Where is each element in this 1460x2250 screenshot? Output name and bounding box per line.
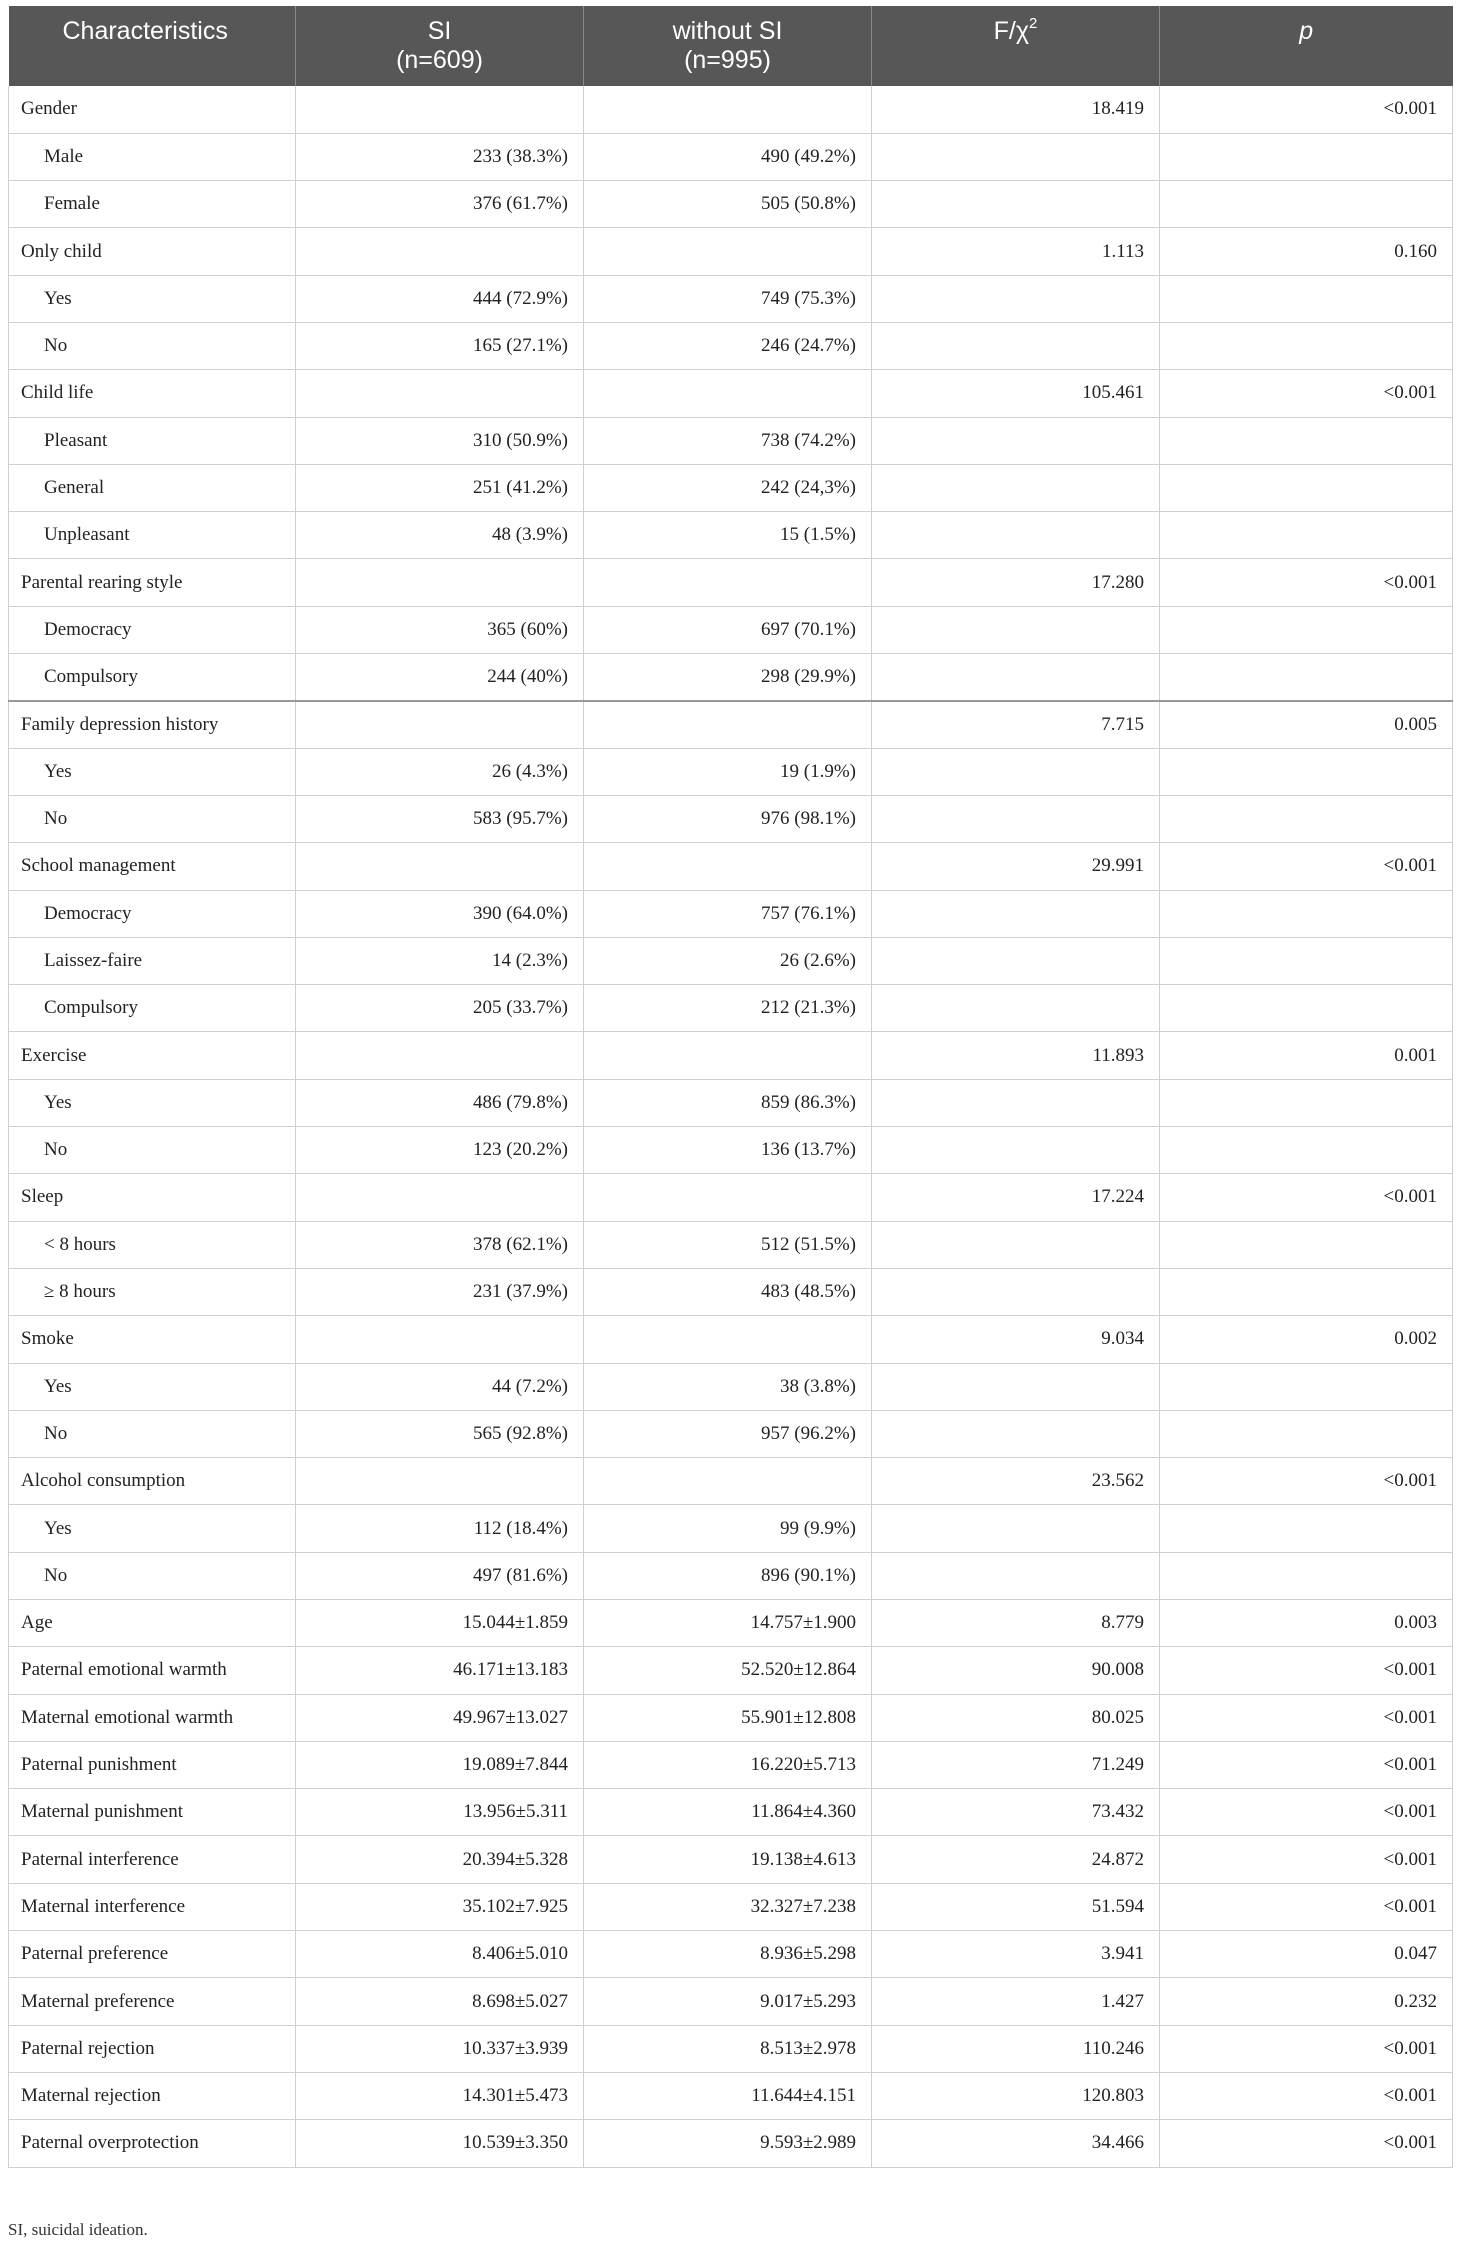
statistic-value-cell: 105.461: [872, 370, 1160, 417]
p-value-cell: [1160, 275, 1453, 322]
row-label-cell: Yes: [9, 1505, 296, 1552]
table-row: [9, 275, 1453, 322]
header-p-text: p: [1299, 17, 1314, 45]
table-row: [9, 1363, 1453, 1410]
without-si-value-cell: 483 (48.5%): [584, 1268, 872, 1315]
si-value-cell: 233 (38.3%): [296, 133, 584, 180]
statistic-value-cell: 29.991: [872, 843, 1160, 890]
table-row: [9, 985, 1453, 1032]
si-value-cell: 35.102±7.925: [296, 1883, 584, 1930]
header-statistic: [872, 6, 1160, 86]
without-si-value-cell: [584, 1458, 872, 1505]
p-value-cell: [1160, 512, 1453, 559]
si-value-cell: 49.967±13.027: [296, 1694, 584, 1741]
without-si-value-cell: 9.017±5.293: [584, 1978, 872, 2025]
row-label-cell: Gender: [9, 86, 296, 133]
si-value-cell: [296, 228, 584, 275]
statistic-value-cell: 34.466: [872, 2120, 1160, 2167]
si-value-cell: [296, 1174, 584, 1221]
header-characteristics-text: Characteristics: [62, 17, 228, 45]
without-si-value-cell: 490 (49.2%): [584, 133, 872, 180]
row-label-cell: Sleep: [9, 1174, 296, 1221]
statistic-value-cell: 1.113: [872, 228, 1160, 275]
table-row: [9, 512, 1453, 559]
si-value-cell: 376 (61.7%): [296, 181, 584, 228]
row-label-cell: Yes: [9, 1363, 296, 1410]
without-si-value-cell: [584, 1174, 872, 1221]
header-si: [296, 6, 584, 86]
p-value-cell: 0.232: [1160, 1978, 1453, 2025]
p-value-cell: 0.002: [1160, 1316, 1453, 1363]
si-value-cell: 565 (92.8%): [296, 1410, 584, 1457]
si-value-cell: [296, 1316, 584, 1363]
si-value-cell: 15.044±1.859: [296, 1600, 584, 1647]
p-value-cell: <0.001: [1160, 1883, 1453, 1930]
table-row: [9, 1931, 1453, 1978]
si-value-cell: 378 (62.1%): [296, 1221, 584, 1268]
statistic-value-cell: [872, 985, 1160, 1032]
statistic-value-cell: 80.025: [872, 1694, 1160, 1741]
table-row: [9, 654, 1453, 701]
p-value-cell: [1160, 1363, 1453, 1410]
p-value-cell: 0.001: [1160, 1032, 1453, 1079]
row-label-cell: No: [9, 795, 296, 842]
p-value-cell: 0.047: [1160, 1931, 1453, 1978]
without-si-value-cell: 19.138±4.613: [584, 1836, 872, 1883]
table-row: [9, 1552, 1453, 1599]
statistic-value-cell: 7.715: [872, 701, 1160, 748]
p-value-cell: <0.001: [1160, 559, 1453, 606]
p-value-cell: [1160, 1127, 1453, 1174]
statistic-value-cell: [872, 606, 1160, 653]
row-label-cell: Family depression history: [9, 701, 296, 748]
si-value-cell: 112 (18.4%): [296, 1505, 584, 1552]
row-label-cell: Unpleasant: [9, 512, 296, 559]
row-label-cell: Yes: [9, 748, 296, 795]
without-si-value-cell: [584, 1032, 872, 1079]
si-value-cell: 165 (27.1%): [296, 322, 584, 369]
without-si-value-cell: 505 (50.8%): [584, 181, 872, 228]
table-row: [9, 606, 1453, 653]
without-si-value-cell: 52.520±12.864: [584, 1647, 872, 1694]
si-value-cell: 44 (7.2%): [296, 1363, 584, 1410]
without-si-value-cell: 55.901±12.808: [584, 1694, 872, 1741]
p-value-cell: [1160, 133, 1453, 180]
header-p-value: [1160, 6, 1453, 86]
p-value-cell: [1160, 181, 1453, 228]
p-value-cell: [1160, 606, 1453, 653]
without-si-value-cell: 19 (1.9%): [584, 748, 872, 795]
p-value-cell: [1160, 1505, 1453, 1552]
without-si-value-cell: 298 (29.9%): [584, 654, 872, 701]
row-label-cell: Maternal preference: [9, 1978, 296, 2025]
table-row: [9, 1174, 1453, 1221]
without-si-value-cell: [584, 843, 872, 890]
table-row: [9, 1600, 1453, 1647]
si-value-cell: [296, 86, 584, 133]
without-si-value-cell: 26 (2.6%): [584, 937, 872, 984]
p-value-cell: <0.001: [1160, 2120, 1453, 2167]
table-row: [9, 1079, 1453, 1126]
without-si-value-cell: 15 (1.5%): [584, 512, 872, 559]
row-label-cell: Yes: [9, 275, 296, 322]
row-label-cell: Paternal preference: [9, 1931, 296, 1978]
without-si-value-cell: 212 (21.3%): [584, 985, 872, 1032]
p-value-cell: <0.001: [1160, 86, 1453, 133]
p-value-cell: [1160, 795, 1453, 842]
si-value-cell: 390 (64.0%): [296, 890, 584, 937]
row-label-cell: Alcohol consumption: [9, 1458, 296, 1505]
statistic-value-cell: [872, 890, 1160, 937]
without-si-value-cell: [584, 1316, 872, 1363]
row-label-cell: ≥ 8 hours: [9, 1268, 296, 1315]
statistic-value-cell: 120.803: [872, 2072, 1160, 2119]
p-value-cell: [1160, 654, 1453, 701]
without-si-value-cell: [584, 86, 872, 133]
row-label-cell: Smoke: [9, 1316, 296, 1363]
without-si-value-cell: 738 (74.2%): [584, 417, 872, 464]
without-si-value-cell: [584, 701, 872, 748]
statistic-value-cell: [872, 322, 1160, 369]
table-row: [9, 1694, 1453, 1741]
footnote: SI, suicidal ideation.: [8, 2220, 148, 2239]
row-label-cell: Compulsory: [9, 985, 296, 1032]
p-value-cell: [1160, 322, 1453, 369]
table-row: [9, 890, 1453, 937]
table-row: [9, 843, 1453, 890]
p-value-cell: [1160, 985, 1453, 1032]
without-si-value-cell: 99 (9.9%): [584, 1505, 872, 1552]
without-si-value-cell: 38 (3.8%): [584, 1363, 872, 1410]
statistic-value-cell: 71.249: [872, 1741, 1160, 1788]
table-row: [9, 1978, 1453, 2025]
statistic-value-cell: [872, 1363, 1160, 1410]
row-label-cell: Compulsory: [9, 654, 296, 701]
statistic-value-cell: [872, 937, 1160, 984]
statistic-value-cell: [872, 1410, 1160, 1457]
table-row: [9, 1647, 1453, 1694]
table-row: [9, 228, 1453, 275]
statistic-value-cell: [872, 1505, 1160, 1552]
table-row: [9, 937, 1453, 984]
without-si-value-cell: [584, 370, 872, 417]
si-value-cell: 583 (95.7%): [296, 795, 584, 842]
row-label-cell: Pleasant: [9, 417, 296, 464]
header-characteristics: [9, 6, 296, 86]
statistic-value-cell: 90.008: [872, 1647, 1160, 1694]
table-row: [9, 181, 1453, 228]
header-without-si: [584, 6, 872, 86]
p-value-cell: <0.001: [1160, 1836, 1453, 1883]
si-value-cell: 123 (20.2%): [296, 1127, 584, 1174]
table-row: [9, 2120, 1453, 2167]
without-si-value-cell: 246 (24.7%): [584, 322, 872, 369]
row-label-cell: School management: [9, 843, 296, 890]
p-value-cell: 0.160: [1160, 228, 1453, 275]
row-label-cell: Only child: [9, 228, 296, 275]
without-si-value-cell: 697 (70.1%): [584, 606, 872, 653]
si-value-cell: 19.089±7.844: [296, 1741, 584, 1788]
statistic-value-cell: 11.893: [872, 1032, 1160, 1079]
statistic-value-cell: 73.432: [872, 1789, 1160, 1836]
p-value-cell: [1160, 417, 1453, 464]
si-value-cell: [296, 1032, 584, 1079]
header-statistic-superscript: 2: [1029, 14, 1038, 32]
si-value-cell: 365 (60%): [296, 606, 584, 653]
table-row: [9, 701, 1453, 748]
p-value-cell: <0.001: [1160, 1741, 1453, 1788]
row-label-cell: Yes: [9, 1079, 296, 1126]
row-label-cell: General: [9, 464, 296, 511]
row-label-cell: Child life: [9, 370, 296, 417]
p-value-cell: [1160, 748, 1453, 795]
statistic-value-cell: 18.419: [872, 86, 1160, 133]
header-statistic-text: F/χ: [993, 17, 1029, 45]
p-value-cell: [1160, 890, 1453, 937]
p-value-cell: [1160, 464, 1453, 511]
without-si-value-cell: 757 (76.1%): [584, 890, 872, 937]
p-value-cell: [1160, 1552, 1453, 1599]
without-si-value-cell: 16.220±5.713: [584, 1741, 872, 1788]
si-value-cell: 26 (4.3%): [296, 748, 584, 795]
p-value-cell: <0.001: [1160, 1789, 1453, 1836]
row-label-cell: Maternal emotional warmth: [9, 1694, 296, 1741]
statistic-value-cell: [872, 133, 1160, 180]
p-value-cell: [1160, 937, 1453, 984]
p-value-cell: <0.001: [1160, 1458, 1453, 1505]
row-label-cell: Paternal emotional warmth: [9, 1647, 296, 1694]
si-value-cell: [296, 1458, 584, 1505]
table-row: [9, 417, 1453, 464]
row-label-cell: No: [9, 322, 296, 369]
p-value-cell: <0.001: [1160, 2072, 1453, 2119]
statistic-value-cell: [872, 795, 1160, 842]
si-value-cell: 8.406±5.010: [296, 1931, 584, 1978]
si-value-cell: 46.171±13.183: [296, 1647, 584, 1694]
statistic-value-cell: [872, 512, 1160, 559]
without-si-value-cell: 8.513±2.978: [584, 2025, 872, 2072]
statistic-value-cell: 1.427: [872, 1978, 1160, 2025]
table-header: [9, 6, 1453, 86]
without-si-value-cell: 242 (24,3%): [584, 464, 872, 511]
statistic-value-cell: [872, 1221, 1160, 1268]
table-row: [9, 1268, 1453, 1315]
without-si-value-cell: 32.327±7.238: [584, 1883, 872, 1930]
without-si-value-cell: 11.644±4.151: [584, 2072, 872, 2119]
si-value-cell: 10.539±3.350: [296, 2120, 584, 2167]
statistic-value-cell: [872, 654, 1160, 701]
without-si-value-cell: 8.936±5.298: [584, 1931, 872, 1978]
table-row: [9, 1836, 1453, 1883]
header-si-count: (n=609): [396, 46, 483, 74]
header-si-label: SI: [427, 17, 452, 45]
p-value-cell: <0.001: [1160, 843, 1453, 890]
statistic-value-cell: 110.246: [872, 2025, 1160, 2072]
statistic-value-cell: [872, 1552, 1160, 1599]
without-si-value-cell: 11.864±4.360: [584, 1789, 872, 1836]
statistic-value-cell: [872, 1268, 1160, 1315]
si-value-cell: 14.301±5.473: [296, 2072, 584, 2119]
table-row: [9, 559, 1453, 606]
si-value-cell: 10.337±3.939: [296, 2025, 584, 2072]
row-label-cell: Female: [9, 181, 296, 228]
statistic-value-cell: 17.280: [872, 559, 1160, 606]
table-row: [9, 1127, 1453, 1174]
statistic-value-cell: [872, 181, 1160, 228]
without-si-value-cell: 9.593±2.989: [584, 2120, 872, 2167]
p-value-cell: [1160, 1221, 1453, 1268]
row-label-cell: Maternal punishment: [9, 1789, 296, 1836]
row-label-cell: Paternal interference: [9, 1836, 296, 1883]
table-row: [9, 1741, 1453, 1788]
table-body: [9, 86, 1453, 2167]
without-si-value-cell: [584, 228, 872, 275]
p-value-cell: <0.001: [1160, 370, 1453, 417]
si-value-cell: 231 (37.9%): [296, 1268, 584, 1315]
table-row: [9, 1505, 1453, 1552]
si-value-cell: 13.956±5.311: [296, 1789, 584, 1836]
table-row: [9, 1316, 1453, 1363]
row-label-cell: Male: [9, 133, 296, 180]
table-row: [9, 1883, 1453, 1930]
table-row: [9, 370, 1453, 417]
statistic-value-cell: [872, 1079, 1160, 1126]
si-value-cell: 14 (2.3%): [296, 937, 584, 984]
si-value-cell: [296, 370, 584, 417]
p-value-cell: [1160, 1079, 1453, 1126]
row-label-cell: No: [9, 1127, 296, 1174]
statistic-value-cell: 8.779: [872, 1600, 1160, 1647]
si-value-cell: [296, 559, 584, 606]
si-value-cell: [296, 843, 584, 890]
si-value-cell: 444 (72.9%): [296, 275, 584, 322]
statistic-value-cell: [872, 464, 1160, 511]
si-value-cell: 20.394±5.328: [296, 1836, 584, 1883]
statistic-value-cell: [872, 748, 1160, 795]
statistic-value-cell: 23.562: [872, 1458, 1160, 1505]
table-row: [9, 86, 1453, 133]
si-value-cell: 486 (79.8%): [296, 1079, 584, 1126]
row-label-cell: No: [9, 1552, 296, 1599]
si-value-cell: [296, 701, 584, 748]
si-value-cell: 8.698±5.027: [296, 1978, 584, 2025]
statistic-value-cell: 24.872: [872, 1836, 1160, 1883]
statistic-value-cell: [872, 1127, 1160, 1174]
without-si-value-cell: 14.757±1.900: [584, 1600, 872, 1647]
without-si-value-cell: 749 (75.3%): [584, 275, 872, 322]
si-value-cell: 244 (40%): [296, 654, 584, 701]
table-row: [9, 2025, 1453, 2072]
without-si-value-cell: 976 (98.1%): [584, 795, 872, 842]
row-label-cell: Laissez-faire: [9, 937, 296, 984]
without-si-value-cell: 136 (13.7%): [584, 1127, 872, 1174]
table-container: [8, 6, 1452, 2168]
table-row: [9, 748, 1453, 795]
table-row: [9, 133, 1453, 180]
table-row: [9, 1221, 1453, 1268]
table-row: [9, 1789, 1453, 1836]
statistic-value-cell: 51.594: [872, 1883, 1160, 1930]
statistic-value-cell: 17.224: [872, 1174, 1160, 1221]
row-label-cell: < 8 hours: [9, 1221, 296, 1268]
row-label-cell: Maternal interference: [9, 1883, 296, 1930]
row-label-cell: Democracy: [9, 606, 296, 653]
si-value-cell: 48 (3.9%): [296, 512, 584, 559]
table-row: [9, 464, 1453, 511]
si-value-cell: 251 (41.2%): [296, 464, 584, 511]
statistic-value-cell: 9.034: [872, 1316, 1160, 1363]
row-label-cell: Paternal punishment: [9, 1741, 296, 1788]
p-value-cell: <0.001: [1160, 2025, 1453, 2072]
header-without-si-count: (n=995): [684, 46, 771, 74]
p-value-cell: [1160, 1268, 1453, 1315]
row-label-cell: Paternal overprotection: [9, 2120, 296, 2167]
row-label-cell: Parental rearing style: [9, 559, 296, 606]
without-si-value-cell: [584, 559, 872, 606]
p-value-cell: [1160, 1410, 1453, 1457]
p-value-cell: 0.005: [1160, 701, 1453, 748]
row-label-cell: Maternal rejection: [9, 2072, 296, 2119]
without-si-value-cell: 859 (86.3%): [584, 1079, 872, 1126]
si-value-cell: 310 (50.9%): [296, 417, 584, 464]
row-label-cell: Democracy: [9, 890, 296, 937]
table-row: [9, 1458, 1453, 1505]
without-si-value-cell: 957 (96.2%): [584, 1410, 872, 1457]
without-si-value-cell: 896 (90.1%): [584, 1552, 872, 1599]
p-value-cell: <0.001: [1160, 1174, 1453, 1221]
without-si-value-cell: 512 (51.5%): [584, 1221, 872, 1268]
p-value-cell: <0.001: [1160, 1694, 1453, 1741]
statistic-value-cell: [872, 417, 1160, 464]
table-row: [9, 1032, 1453, 1079]
row-label-cell: Paternal rejection: [9, 2025, 296, 2072]
p-value-cell: <0.001: [1160, 1647, 1453, 1694]
statistic-value-cell: [872, 275, 1160, 322]
row-label-cell: No: [9, 1410, 296, 1457]
row-label-cell: Exercise: [9, 1032, 296, 1079]
table-row: [9, 1410, 1453, 1457]
table-row: [9, 2072, 1453, 2119]
row-label-cell: Age: [9, 1600, 296, 1647]
si-value-cell: 497 (81.6%): [296, 1552, 584, 1599]
statistic-value-cell: 3.941: [872, 1931, 1160, 1978]
header-without-si-label: without SI: [672, 17, 783, 45]
characteristics-table: [8, 6, 1453, 2168]
table-row: [9, 322, 1453, 369]
si-value-cell: 205 (33.7%): [296, 985, 584, 1032]
table-row: [9, 795, 1453, 842]
p-value-cell: 0.003: [1160, 1600, 1453, 1647]
